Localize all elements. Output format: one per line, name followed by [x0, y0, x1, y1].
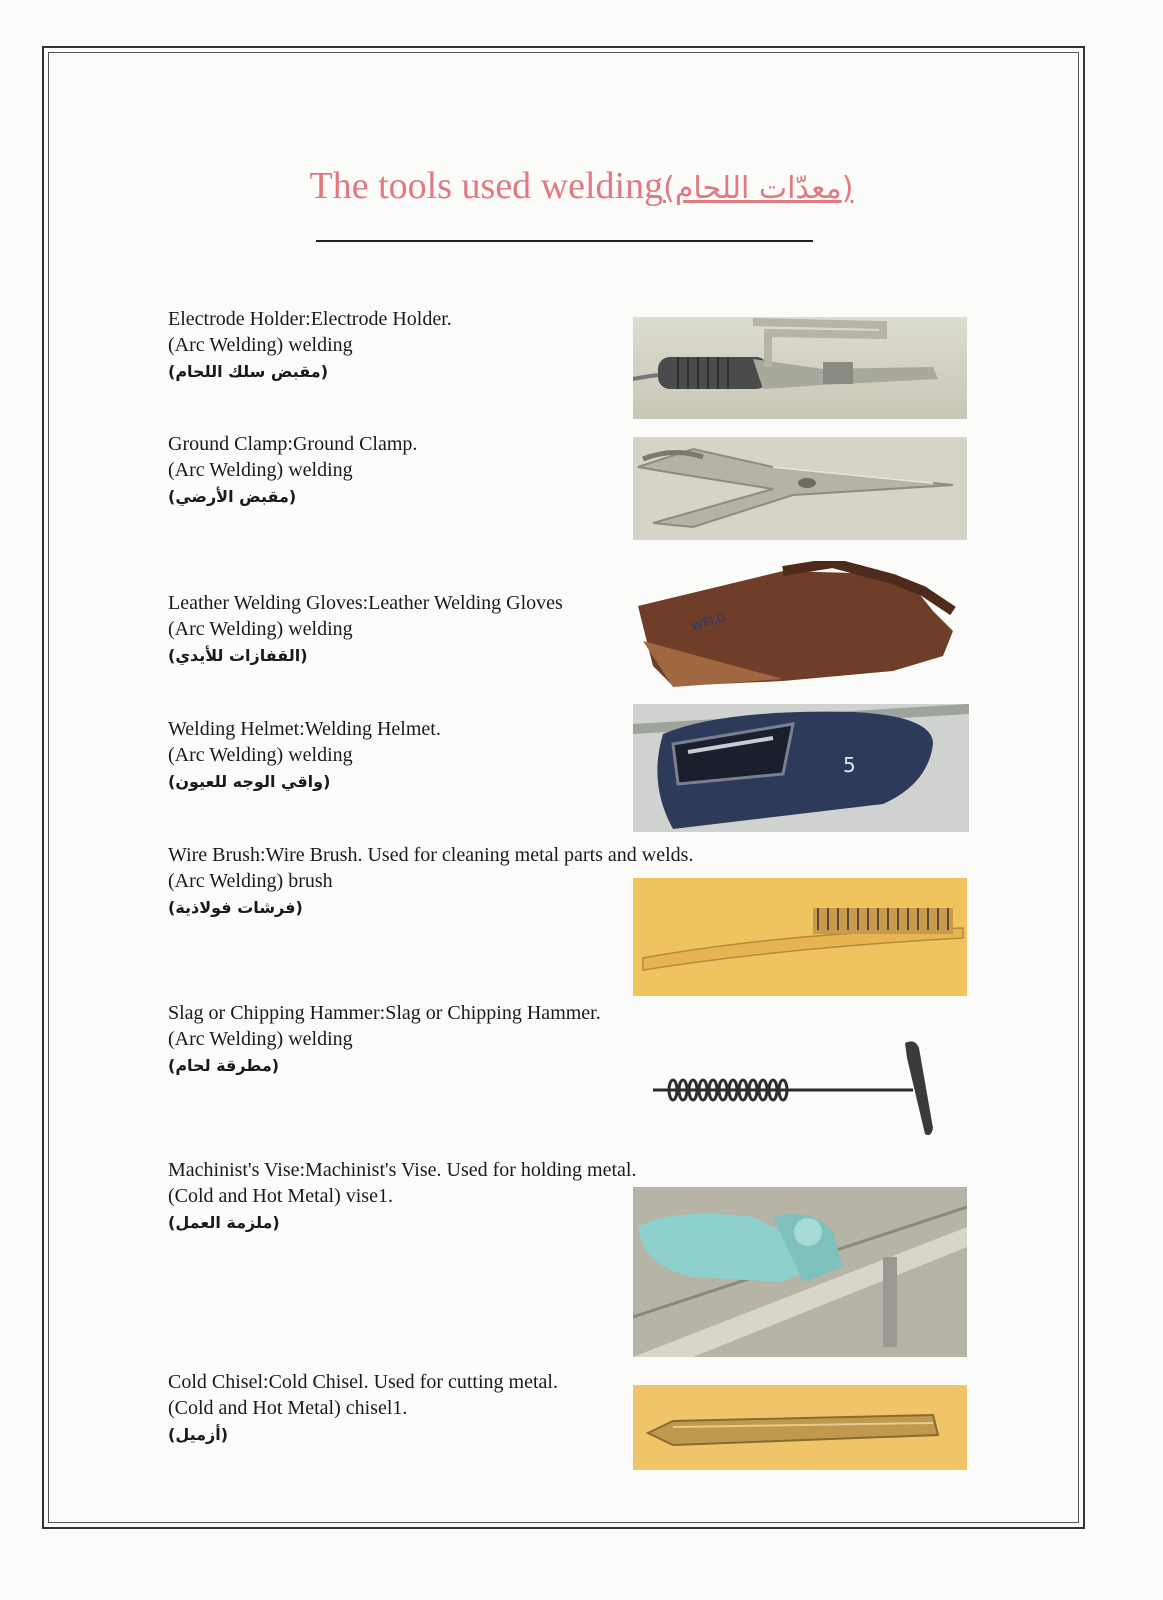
helmet-photo — [633, 704, 969, 832]
tool-category: (Cold and Hot Metal) vise1. — [168, 1185, 393, 1207]
tool-category: (Arc Welding) brush — [168, 870, 333, 892]
tool-arabic-name: (ملزمة العمل) — [168, 1213, 280, 1232]
tool-category: (Cold and Hot Metal) chisel1. — [168, 1397, 408, 1419]
tool-arabic-name: (واقي الوجه للعيون) — [168, 772, 331, 791]
tool-name: Electrode Holder:Electrode Holder. — [168, 308, 452, 330]
tool-arabic-name: (مقبض الأرضي) — [168, 487, 297, 506]
chipping-hammer-photo — [643, 1038, 953, 1142]
ground-clamp-photo — [633, 437, 967, 540]
wire-brush-photo — [633, 878, 967, 996]
title-english: The tools used welding — [309, 165, 664, 207]
tool-category: (Arc Welding) welding — [168, 334, 353, 356]
tool-name: Slag or Chipping Hammer:Slag or Chipping Hammer. — [168, 1002, 601, 1024]
tool-arabic-name: (أزميل) — [168, 1425, 229, 1444]
tool-category: (Arc Welding) welding — [168, 1028, 353, 1050]
svg-text:WELD: WELD — [689, 609, 728, 634]
electrode-holder-photo — [633, 317, 967, 419]
title-underline-rule — [316, 240, 813, 242]
tool-arabic-name: (فرشات فولاذية) — [168, 898, 303, 917]
tool-name: Ground Clamp:Ground Clamp. — [168, 433, 418, 455]
tool-name: Cold Chisel:Cold Chisel. Used for cutting metal. — [168, 1371, 558, 1393]
svg-text:5: 5 — [843, 753, 856, 777]
tool-name: Machinist's Vise:Machinist's Vise. Used for holding metal. — [168, 1159, 637, 1181]
tool-arabic-name: (مقبض سلك اللحام) — [168, 362, 328, 381]
tool-name: Welding Helmet:Welding Helmet. — [168, 718, 441, 740]
title-arabic: (معدّات اللحام) — [663, 171, 854, 206]
tool-arabic-name: (القفازات للأيدي) — [168, 646, 308, 665]
tool-category: (Arc Welding) welding — [168, 459, 353, 481]
tool-name: Wire Brush:Wire Brush. Used for cleaning metal parts and welds. — [168, 844, 694, 866]
tool-category: (Arc Welding) welding — [168, 744, 353, 766]
tool-arabic-name: (مطرقة لحام) — [168, 1056, 280, 1075]
chisel-photo — [633, 1385, 967, 1470]
vise-photo — [633, 1187, 967, 1357]
tool-name: Leather Welding Gloves:Leather Welding Gloves — [168, 592, 563, 614]
gloves-photo — [633, 561, 967, 689]
tool-category: (Arc Welding) welding — [168, 618, 353, 640]
page-title — [0, 164, 1163, 208]
